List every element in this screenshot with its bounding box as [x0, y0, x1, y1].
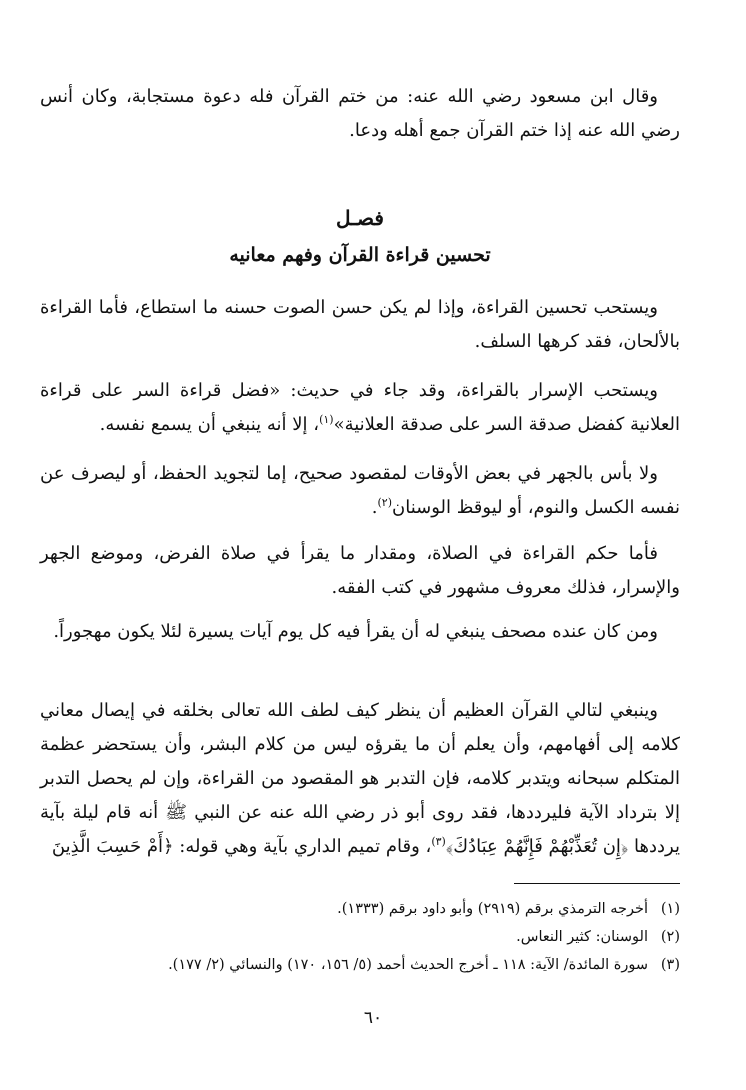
intro-paragraph: [40, 80, 680, 148]
paragraph-1: [40, 291, 680, 359]
paragraph-text: ويستحب تحسين القراءة، وإذا لم يكن حسن الصوت حسنه ما استطاع، فأما القراءة بالألحان، فقد كرهها السلف.: [40, 297, 680, 352]
footnote-item: [40, 951, 680, 979]
footnote-number: (١): [660, 901, 680, 917]
paragraph-tail: ، إلا أنه ينبغي أن يسمع نفسه.: [99, 414, 320, 435]
footnote-ref-3: (٣): [431, 835, 446, 848]
paragraph-6: [40, 694, 680, 864]
section-label: فصـل: [336, 206, 384, 230]
paragraph-4: [40, 537, 680, 605]
paragraph-text: ويستحب الإسرار بالقراءة، وقد جاء في حديث: «فضل قراءة السر على قراءة العلانية كفضل صدقة السر على صدقة العلانية»: [40, 380, 680, 435]
footnote-text: أخرجه الترمذي برقم (٢٩١٩) وأبو داود برقم (١٣٣٣).: [337, 901, 648, 917]
footnote-text: سورة المائدة/ الآية: ١١٨ ـ أخرج الحديث أحمد (٥/ ١٥٦، ١٧٠) والنسائي (٢/ ١٧٧).: [168, 957, 648, 973]
footnote-text: الوسنان: كثير النعاس.: [516, 929, 648, 945]
footnote-ref-2: (٢): [377, 496, 392, 509]
footnote-divider: [514, 883, 680, 884]
footnote-ref-1: (١): [319, 413, 334, 426]
footnotes-list: [40, 895, 680, 979]
paragraph-text: ولا بأس بالجهر في بعض الأوقات لمقصود صحيح، إما لتجويد الحفظ، أو ليصرف عن نفسه الكسل والنوم، أو ليوقظ الوسنان: [40, 463, 680, 518]
paragraph-3: [40, 457, 680, 525]
footnote-number: (٢): [660, 929, 680, 945]
paragraph-text: وينبغي لتالي القرآن العظيم أن ينظر كيف لطف الله تعالى بخلقه في إيصال معاني كلامه إلى أفهامهم، وأن يعلم أن ما يقرؤه ليس من كلام البشر، وأن يستحضر عظمة المتكلم سبحانه ويتدبر كلامه، فإن التدبر هو المقصود من القراءة، وإن لم يحصل التدبر إلا بترداد الآية فليرددها، فقد روى أبو ذر رضي الله عنه عن النبي ﷺ أنه قام ليلة بآية يرددها ﴿إِن تُعَذِّبْهُمْ فَإِنَّهُمْ عِبَادُكَ﴾: [40, 700, 680, 857]
paragraph-tail: ، وقام تميم الداري بآية وهي قوله: ﴿أَمْ حَسِبَ الَّذِينَ: [51, 836, 432, 857]
intro-text: وقال ابن مسعود رضي الله عنه: من ختم القرآن فله دعوة مستجابة، وكان أنس رضي الله عنه إذا ختم القرآن جمع أهله ودعا.: [40, 86, 680, 141]
paragraph-text: ومن كان عنده مصحف ينبغي له أن يقرأ فيه كل يوم آيات يسيرة لئلا يكون مهجوراً.: [53, 621, 658, 642]
page-number: ٦٠: [363, 1008, 383, 1028]
footnote-item: [40, 923, 680, 951]
footnote-number: (٣): [660, 957, 680, 973]
paragraph-text: فأما حكم القراءة في الصلاة، ومقدار ما يقرأ في صلاة الفرض، وموضع الجهر والإسرار، فذلك معروف مشهور في كتب الفقه.: [40, 543, 680, 598]
paragraph-tail: .: [371, 497, 378, 518]
paragraph-2: [40, 374, 680, 442]
section-title: تحسين قراءة القرآن وفهم معانيه: [229, 244, 491, 266]
paragraph-5: [40, 615, 680, 649]
footnote-item: [40, 895, 680, 923]
